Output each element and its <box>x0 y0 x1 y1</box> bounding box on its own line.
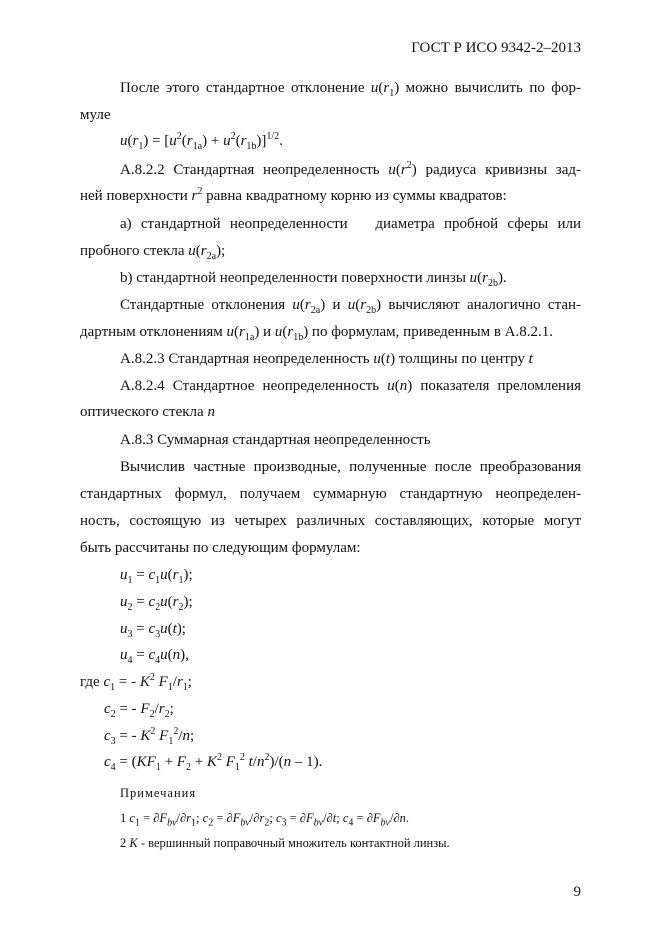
paragraph-line <box>120 80 581 99</box>
equation-u4: $u_4 = c_4u(n)$, <box>120 647 189 666</box>
paragraph-line: дартным отклонениям $u(r_{1a})$ и $u(r_{1b})$ по формулам, приведенным в А.8.2.1. <box>80 324 554 343</box>
paragraph-line: муле <box>80 107 111 123</box>
page-number: 9 <box>573 884 581 900</box>
equation-u1: $u_1 = c_1u(r_1)$; <box>120 567 193 586</box>
document-header <box>405 41 581 56</box>
equation-c4: $c_4 = (KF_1 + F_2 + K^2$ $F_1^2$ $t/n^2)/(n - 1)$. <box>104 752 323 773</box>
paragraph-line: А.8.2.3 Стандартная неопределенность u(t) толщины по центру t <box>120 351 533 367</box>
paragraph-line: Стандартные отклонения $u(r_{2a})$ и $u(r_{2b})$ вычисляют аналогично стан- <box>120 297 581 316</box>
where-label: где <box>80 674 100 690</box>
paragraph-line: ней поверхности $r^2$ равна квадратному корню из суммы квадратов: <box>80 186 507 204</box>
equation-c2: $c_2$ = - $F_2/r_2$; <box>104 701 174 720</box>
paragraph-line: ность, состоящую из четырех различных составляющих, которые могут <box>80 513 581 529</box>
paragraph-line: пробного стекла $u(r_{2a})$; <box>80 243 226 262</box>
section-heading: А.8.3 Суммарная стандартная неопределенность <box>120 432 431 448</box>
paragraph-line: А.8.2.2 Стандартная неопределенность $u(r^2)$ радиуса кривизны зад- <box>120 160 581 178</box>
note-2: 2 K - вершинный поправочный множитель контактной линзы. <box>120 836 450 850</box>
paragraph-line: А.8.2.4 Стандартное неопределенность u(n) показателя преломления <box>120 378 581 394</box>
note-1: 1 $c_1 = \partial F_{bv}/\partial r_1$; $c_2 = \partial F_{bv}/\partial r_2$; $c_3 = \partial F_{bv}/\partial t$; $c_4 = \partial F_{bv}/\partial n$. <box>120 811 409 829</box>
equation-c3: $c_3$ = - $K^2$ $F_1^2/n$; <box>104 726 195 747</box>
equation-c1: где $c_1$ = - $K^2$ $F_1/r_1$; <box>80 672 192 693</box>
paragraph-line: оптического стекла n <box>80 404 215 420</box>
equation-u3: $u_3 = c_3u(t)$; <box>120 621 186 640</box>
equation-u-r1: $u(r_1) = [u^2(r_{1a}) + u^2(r_{1b})]^{1/2}$. <box>120 131 283 152</box>
paragraph-line: Вычислив частные производные, полученные после преобразования <box>120 459 581 475</box>
paragraph-line: стандартных формул, получаем суммарную стандартную неопределен- <box>80 486 581 502</box>
paragraph-line: быть рассчитаны по следующим формулам: <box>80 540 361 556</box>
document-id: ГОСТ Р ИСО 9342-2–2013 <box>411 40 581 56</box>
notes-label: Примечания <box>120 786 197 800</box>
text-p1-line1: После этого стандартное отклонение $u(r_1)$ можно вычислить по фор- <box>120 80 581 99</box>
list-item-b: b) стандартной неопределенности поверхности линзы $u(r_{2b})$. <box>120 270 507 289</box>
list-item-a: а) стандартной неопределенности диаметра пробной сферы или <box>120 216 581 232</box>
equation-u2: $u_2 = c_2u(r_2)$; <box>120 594 193 613</box>
